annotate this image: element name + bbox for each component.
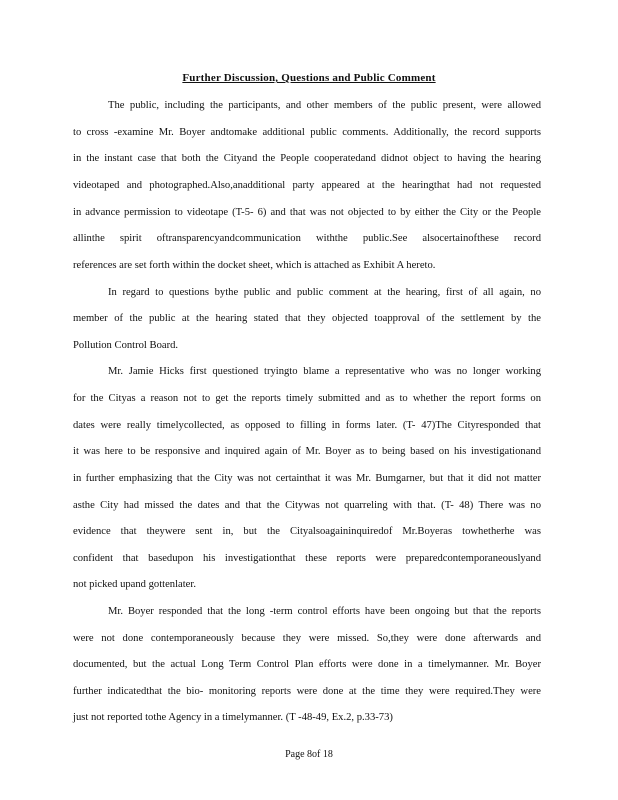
text-line: evidence that theywere sent in, but the Cityalsoagaininquiredof Mr.Boyeras towhetherhe was [73, 526, 541, 537]
page-number: Page 8of 18 [285, 749, 333, 760]
text-line: were not done contemporaneously because they were missed. So,they were done afterwards and [73, 633, 541, 644]
section-heading: Further Discussion, Questions and Public Comment [182, 72, 436, 84]
text-line: videotaped and photographed.Also,anadditional party appeared at the hearingthat had not requested [73, 180, 541, 191]
text-line: allinthe spirit oftransparencyandcommunication withthe public.See alsocertainofthese record [73, 233, 541, 244]
text-line: to cross -examine Mr. Boyer andtomake additional public comments. Additionally, the record supports [73, 127, 541, 138]
text-line: Mr. Jamie Hicks first questioned tryingto blame a representative who was no longer working [108, 366, 541, 377]
text-line: The public, including the participants, and other members of the public present, were allowed [108, 100, 541, 111]
text-line: Pollution Control Board. [73, 340, 179, 351]
text-line: in further emphasizing that the City was not certainthat it was Mr. Bumgarner, but that it did not matter [73, 473, 541, 484]
text-line: references are set forth within the docket sheet, which is attached as Exhibit A hereto. [73, 260, 436, 271]
text-line: confident that basedupon his investigationthat these reports were preparedcontemporaneouslyand [73, 553, 541, 564]
text-line: in the instant case that both the Cityand the People cooperatedand didnot object to having the hearing [73, 153, 541, 164]
text-line: documented, but the actual Long Term Control Plan efforts were done in a timelymanner. Mr. Boyer [73, 659, 541, 670]
text-line: further indicatedthat the bio- monitoring reports were done at the time they were required.They were [73, 686, 541, 697]
text-line: just not reported tothe Agency in a timelymanner. (T -48-49, Ex.2, p.33-73) [73, 712, 393, 723]
text-line: in advance permission to videotape (T-5- 6) and that was not objected to by either the City or the People [73, 207, 541, 218]
text-line: not picked upand gottenlater. [73, 579, 196, 590]
text-line: dates were really timelycollected, as opposed to filling in forms later. (T- 47)The Cityresponded that [73, 420, 541, 431]
text-line: In regard to questions bythe public and public comment at the hearing, first of all again, no [108, 287, 541, 298]
text-line: it was here to be responsive and inquired again of Mr. Boyer as to being based on his investigationand [73, 446, 541, 457]
text-line: member of the public at the hearing stated that they objected toapproval of the settlement by the [73, 313, 541, 324]
text-line: asthe City had missed the dates and that the Citywas not quarreling with that. (T- 48) There was no [73, 500, 541, 511]
text-line: for the Cityas a reason not to get the reports timely submitted and as to whether the report forms on [73, 393, 541, 404]
text-line: Mr. Boyer responded that the long -term control efforts have been ongoing but that the reports [108, 606, 541, 617]
